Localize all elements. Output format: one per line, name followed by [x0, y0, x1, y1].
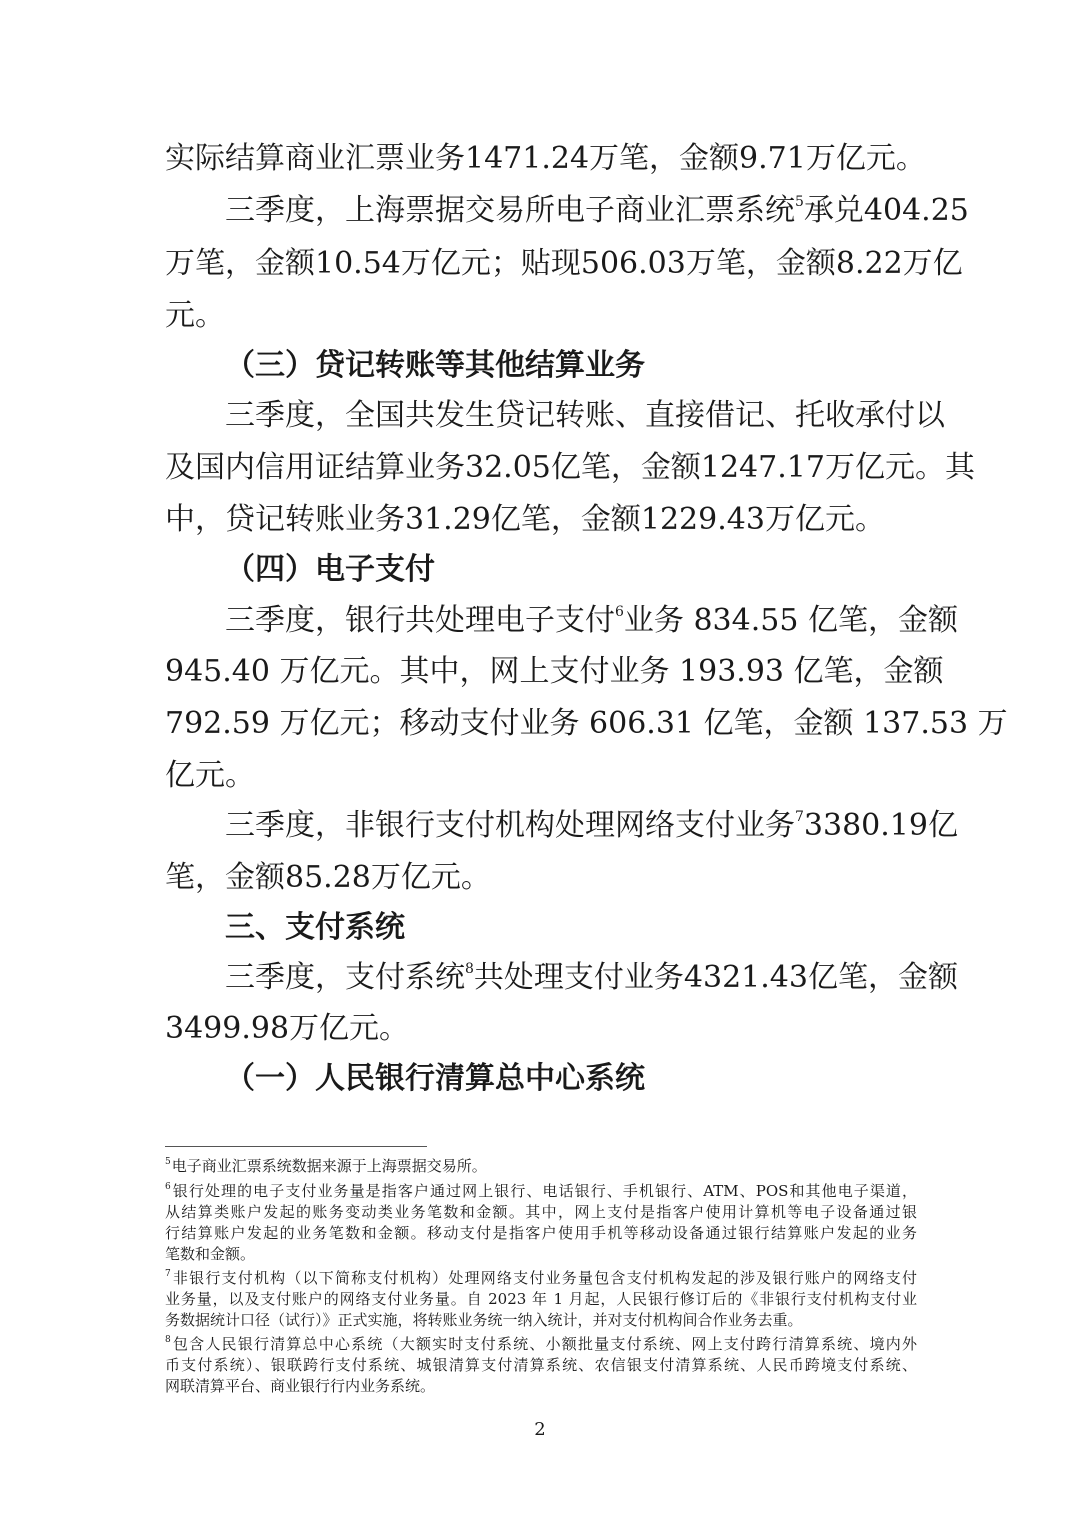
footnote-ref[interactable]: 5 — [795, 194, 804, 210]
section-heading: （一）人民银行清算总中心系统 — [225, 1061, 645, 1096]
footnote-ref[interactable]: 7 — [795, 809, 804, 825]
body-line: 945.40 万亿元。其中，网上支付业务 193.93 亿笔，金额 — [165, 654, 944, 689]
body-line: 三季度，银行共处理电子支付$^6$业务 834.55 亿笔，金额 — [225, 603, 958, 638]
footnote-8: $^8$包含人民银行清算总中心系统（大额实时支付系统、小额批量支付系统、网上支付跨行清算系统、境内外 — [165, 1335, 917, 1353]
body-line: 3499.98万亿元。 — [165, 1011, 410, 1046]
footnote-separator — [165, 1146, 427, 1147]
page-number: 2 — [534, 1419, 546, 1440]
body-line: 及国内信用证结算业务32.05亿笔，金额1247.17万亿元。其 — [165, 450, 975, 485]
footnote-line: 笔数和金额。 — [165, 1245, 256, 1263]
body-line: 元。 — [165, 298, 225, 333]
section-heading: 三、支付系统 — [225, 910, 405, 945]
body-line: 三季度，非银行支付机构处理网络支付业务$^7$3380.19亿 — [225, 808, 958, 843]
footnote-6: $^6$银行处理的电子支付业务量是指客户通过网上银行、电话银行、手机银行、ATM、POS和其他电子渠道， — [165, 1182, 917, 1200]
footnote-line: 币支付系统）、银联跨行支付系统、城银清算支付清算系统、农信银支付清算系统、人民币跨境支付系统、 — [165, 1356, 917, 1374]
body-line: 三季度，全国共发生贷记转账、直接借记、托收承付以 — [225, 398, 945, 433]
footnote-line: 网联清算平台、商业银行行内业务系统。 — [165, 1377, 436, 1395]
footnote-5: $^5$电子商业汇票系统数据来源于上海票据交易所。 — [165, 1157, 487, 1175]
body-line: 万笔，金额10.54万亿元；贴现506.03万笔，金额8.22万亿 — [165, 246, 963, 281]
footnote-ref[interactable]: 8 — [465, 961, 474, 977]
footnote-line: 业务量，以及支付账户的网络支付业务量。自 2023 年 1 月起，人民银行修订后的《非银行支付机构支付业 — [165, 1290, 917, 1308]
section-heading: （四）电子支付 — [225, 552, 435, 587]
body-line: 亿元。 — [165, 758, 255, 793]
body-line: 实际结算商业汇票业务1471.24万笔，金额9.71万亿元。 — [165, 141, 926, 176]
footnote-7: $^7$非银行支付机构（以下简称支付机构）处理网络支付业务量包含支付机构发起的涉及银行账户的网络支付 — [165, 1269, 917, 1287]
footnote-ref[interactable]: 6 — [615, 604, 624, 620]
body-line: 三季度，支付系统$^8$共处理支付业务4321.43亿笔，金额 — [225, 960, 958, 995]
section-heading: （三）贷记转账等其他结算业务 — [225, 348, 645, 383]
footnote-line: 务数据统计口径（试行）》正式实施，将转账业务统一纳入统计，并对支付机构间合作业务去重。 — [165, 1311, 803, 1329]
body-line: 中，贷记转账业务31.29亿笔，金额1229.43万亿元。 — [165, 502, 885, 537]
body-line: 792.59 万亿元；移动支付业务 606.31 亿笔，金额 137.53 万 — [165, 706, 1008, 741]
footnote-line: 行结算账户发起的业务笔数和金额。移动支付是指客户使用手机等移动设备通过银行结算账户发起的业务 — [165, 1224, 917, 1242]
body-line: 笔，金额85.28万亿元。 — [165, 860, 491, 895]
body-line: 三季度，上海票据交易所电子商业汇票系统$^5$承兑404.25 — [225, 193, 969, 228]
footnote-line: 从结算类账户发起的账务变动类业务笔数和金额。其中，网上支付是指客户使用计算机等电子设备通过银 — [165, 1203, 917, 1221]
